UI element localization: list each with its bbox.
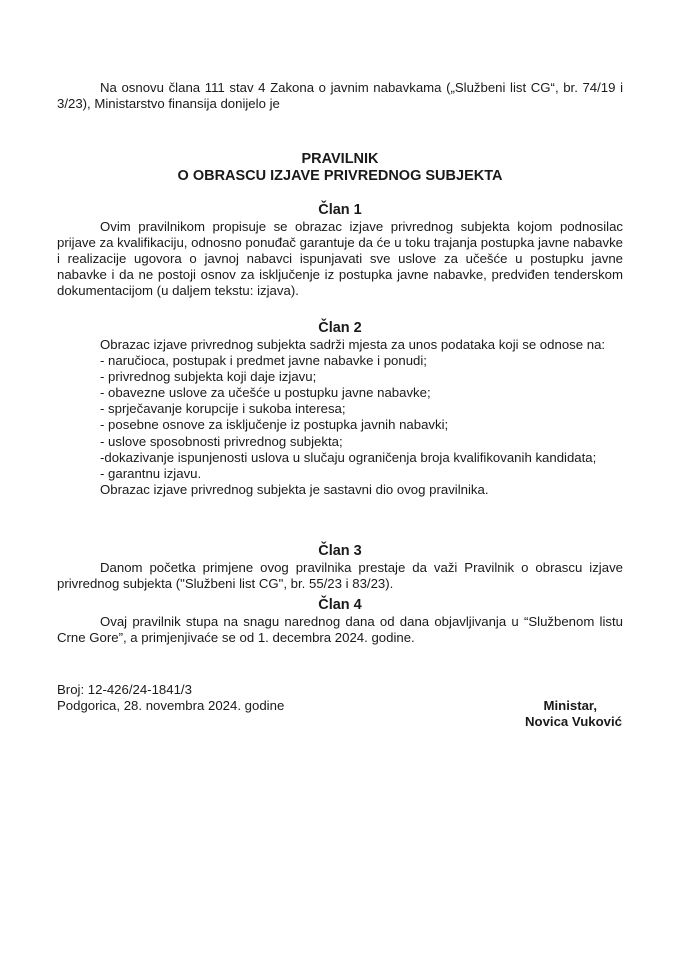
article-heading: Član 3 [318, 543, 362, 559]
article-heading: Član 1 [318, 202, 362, 218]
list-item: - garantnu izjavu. [100, 465, 202, 481]
article-text: Danom početka primjene ovog pravilnika prestaje da važi Pravilnik o obrascu izjave privrednog subjekta ("Službeni list CG", br. 55/23 i 83/23). [57, 560, 623, 592]
footer-left [57, 682, 623, 714]
document-number: Broj: 12-426/24-1841/3 [57, 682, 192, 697]
list-item: - privrednog subjekta koji daje izjavu; [100, 369, 317, 385]
list-item: -dokazivanje ispunjenosti uslova u slučaju ograničenja broja kvalifikovanih kandidata; [100, 449, 597, 465]
list-item: - posebne osnove za isključenje iz postupka javnih nabavki; [100, 417, 449, 433]
article-heading: Član 4 [318, 597, 362, 613]
title: PRAVILNIK [301, 151, 379, 167]
article-text: Obrazac izjave privrednog subjekta sadrži mjesta za unos podataka koji se odnose na: [100, 337, 606, 352]
list-item: - sprječavanje korupcije i sukoba interesa; [100, 401, 346, 417]
article-3 [57, 543, 623, 592]
signer-title: Ministar, [543, 698, 597, 713]
article-2 [57, 320, 623, 498]
list-item: - uslove sposobnosti privrednog subjekta; [100, 433, 343, 449]
article-4 [57, 597, 623, 646]
article-closing: Obrazac izjave privrednog subjekta je sastavni dio ovog pravilnika. [100, 481, 489, 497]
article-1 [57, 202, 623, 299]
article-text: Ovim pravilnikom propisuje se obrazac izjave privrednog subjekta kojom podnosilac prijave za kvalifikaciju, odnosno ponuđač garantuje da će u toku trajanja postupka javne nabavke i realizacije ugovora o javnoj nabavci ispunjavati sve uslove za učešće u postupku javne nabavke i da ne postoji osnov za isključenje iz postupka javne nabavke, predviđen tenderskom dokumentacijom (u daljem tekstu: izjava). [57, 219, 623, 299]
list-item: - naručioca, postupak i predmet javne nabavke i ponudi; [100, 353, 427, 369]
document-title [57, 151, 623, 185]
place-date: Podgorica, 28. novembra 2024. godine [57, 698, 285, 714]
subtitle: O OBRASCU IZJAVE PRIVREDNOG SUBJEKTA [177, 168, 503, 184]
preamble: Na osnovu člana 111 stav 4 Zakona o javnim nabavkama („Službeni list CG“, br. 74/19 i 3/23), Ministarstvo finansija donijelo je [57, 80, 623, 112]
article-text: Ovaj pravilnik stupa na snagu narednog dana od dana objavljivanja u “Službenom listu Crne Gore”, a primjenjivaće se od 1. decembra 2024. godine. [57, 614, 623, 646]
list-item: - obavezne uslove za učešće u postupku javne nabavke; [100, 385, 431, 401]
article-heading: Član 2 [318, 320, 362, 336]
signer-name: Novica Vuković [525, 714, 622, 729]
